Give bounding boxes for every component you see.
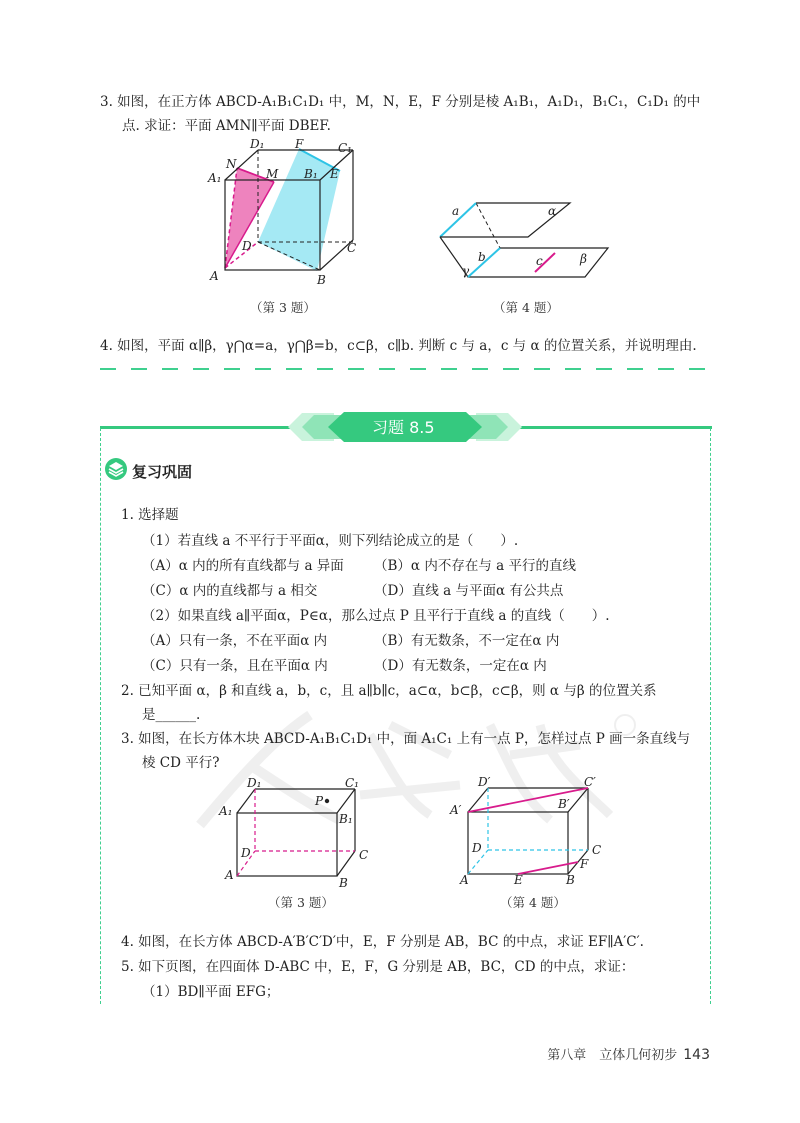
q1-title: 1. 选择题 <box>121 507 179 523</box>
label-b1: B₁ <box>304 167 318 181</box>
label-a-bottom: A <box>225 868 234 882</box>
frame-left <box>100 428 101 1004</box>
q3-top-line2: 点. 求证：平面 AMN∥平面 DBEF. <box>122 118 331 134</box>
label-a1: A₁ <box>208 171 222 185</box>
q3-line1: 3. 如图，在长方体木块 ABCD-A₁B₁C₁D₁ 中，面 A₁C₁ 上有一点 P，怎样过点 P 画一条直线与 <box>121 731 691 747</box>
dashed-separator <box>100 368 712 370</box>
label-c1-bottom: C₁ <box>345 776 359 790</box>
label-c1: C₁ <box>338 141 352 155</box>
cube-figure-top <box>200 138 370 288</box>
label-c-bottom-2: C <box>592 843 602 857</box>
q3-top-line1: 3. 如图，在正方体 ABCD-A₁B₁C₁D₁ 中，M，N，E，F 分别是棱 A₁B₁，A₁D₁，B₁C₁，C₁D₁ 的中 <box>100 94 701 110</box>
cuboid-figure-bottom-2 <box>448 772 613 887</box>
q5-line: 5. 如下页图，在四面体 D-ABC 中，E，F，G 分别是 AB，BC，CD 的中点，求证： <box>121 959 635 975</box>
label-f-bottom: F <box>580 857 589 871</box>
label-b-bottom-2: B <box>566 873 575 887</box>
banner-line-right <box>510 426 712 429</box>
label-d1-bottom: D₁ <box>247 776 262 790</box>
banner-title: 习题 8.5 <box>372 418 435 437</box>
label-b1-bottom: B₁ <box>339 812 353 826</box>
label-c-prime: C′ <box>584 775 596 789</box>
label-alpha: α <box>548 204 557 218</box>
plane-amn <box>225 168 274 268</box>
q1-1: （1）若直线 a 不平行于平面α，则下列结论成立的是（ ）. <box>142 533 519 549</box>
line-a-prime-c-prime <box>468 788 588 812</box>
section-title: 复习巩固 <box>132 463 193 481</box>
q1-2: （2）如果直线 a∥平面α，P∈α，那么过点 P 且平行于直线 a 的直线（ ）. <box>142 608 610 624</box>
label-e: E <box>330 167 339 181</box>
q1-2-option-d: （D）有无数条，一定在α 内 <box>374 658 547 674</box>
label-d-bottom-2: D <box>472 841 482 855</box>
q4-line: 4. 如图，在长方体 ABCD-A′B′C′D′中，E，F 分别是 AB，BC 的中点，求证 EF∥A′C′. <box>121 934 644 950</box>
frame-right <box>710 428 711 1004</box>
fig3-top-caption: （第 3 题） <box>250 300 316 315</box>
label-f: F <box>295 138 304 151</box>
layers-icon <box>104 457 128 481</box>
label-d: D <box>242 239 252 253</box>
page-footer <box>547 1044 710 1063</box>
label-a-prime: A′ <box>450 803 462 817</box>
label-c: C <box>347 241 357 255</box>
point-p <box>325 799 329 803</box>
q1-1-option-d: （D）直线 a 与平面α 有公共点 <box>374 583 564 599</box>
q3-line2: 棱 CD 平行? <box>142 755 220 771</box>
planes-figure-top <box>430 195 615 290</box>
q1-2-option-a: （A）只有一条，不在平面α 内 <box>142 633 328 649</box>
fig4-top-caption: （第 4 题） <box>493 300 559 315</box>
q4-top-line: 4. 如图，平面 α∥β，γ⋂α=a，γ⋂β=b，c⊂β，c∥b. 判断 c 与 a，c 与 α 的位置关系，并说明理由. <box>100 338 697 354</box>
banner-line-left <box>100 426 300 429</box>
label-a1-bottom: A₁ <box>219 804 233 818</box>
label-b-prime: B′ <box>558 797 570 811</box>
q5-1-line: （1）BD∥平面 EFG； <box>142 984 280 1000</box>
q1-2-option-c: （C）只有一条，且在平面α 内 <box>142 658 328 674</box>
label-a-line: a <box>452 204 460 218</box>
q2-line2: 是______. <box>142 707 201 723</box>
chapter-title: 第八章 立体几何初步 <box>547 1048 678 1063</box>
page-number: 143 <box>683 1047 710 1063</box>
label-a-bottom-2: A <box>460 873 469 887</box>
fig3-bottom-caption: （第 3 题） <box>268 895 334 910</box>
label-e-bottom: E <box>514 873 523 887</box>
q1-1-option-c: （C）α 内的直线都与 a 相交 <box>142 583 318 599</box>
label-c-bottom: C <box>359 848 369 862</box>
label-d-bottom: D <box>241 846 251 860</box>
q2-line1: 2. 已知平面 α，β 和直线 a，b，c，且 a∥b∥c，a⊂α，b⊂β，c⊂β，则 α 与β 的位置关系 <box>121 683 657 699</box>
label-d1: D₁ <box>250 138 265 151</box>
q1-1-option-b: （B）α 内不存在与 a 平行的直线 <box>374 558 576 574</box>
q1-1-option-a: （A）α 内的所有直线都与 a 异面 <box>142 558 344 574</box>
label-c-line: c <box>536 254 543 268</box>
label-beta: β <box>580 252 587 266</box>
label-a: A <box>210 269 219 283</box>
fig4-bottom-caption: （第 4 题） <box>500 895 566 910</box>
label-p: P <box>315 794 324 808</box>
q1-2-option-b: （B）有无数条，不一定在α 内 <box>374 633 560 649</box>
label-b-bottom: B <box>339 876 348 890</box>
cuboid-figure-bottom <box>215 775 375 890</box>
label-b-line: b <box>478 250 486 264</box>
label-m: M <box>266 167 279 181</box>
label-d-prime: D′ <box>478 775 491 789</box>
label-gamma: γ <box>462 264 470 278</box>
label-n: N <box>226 157 237 171</box>
label-b: B <box>317 273 326 287</box>
